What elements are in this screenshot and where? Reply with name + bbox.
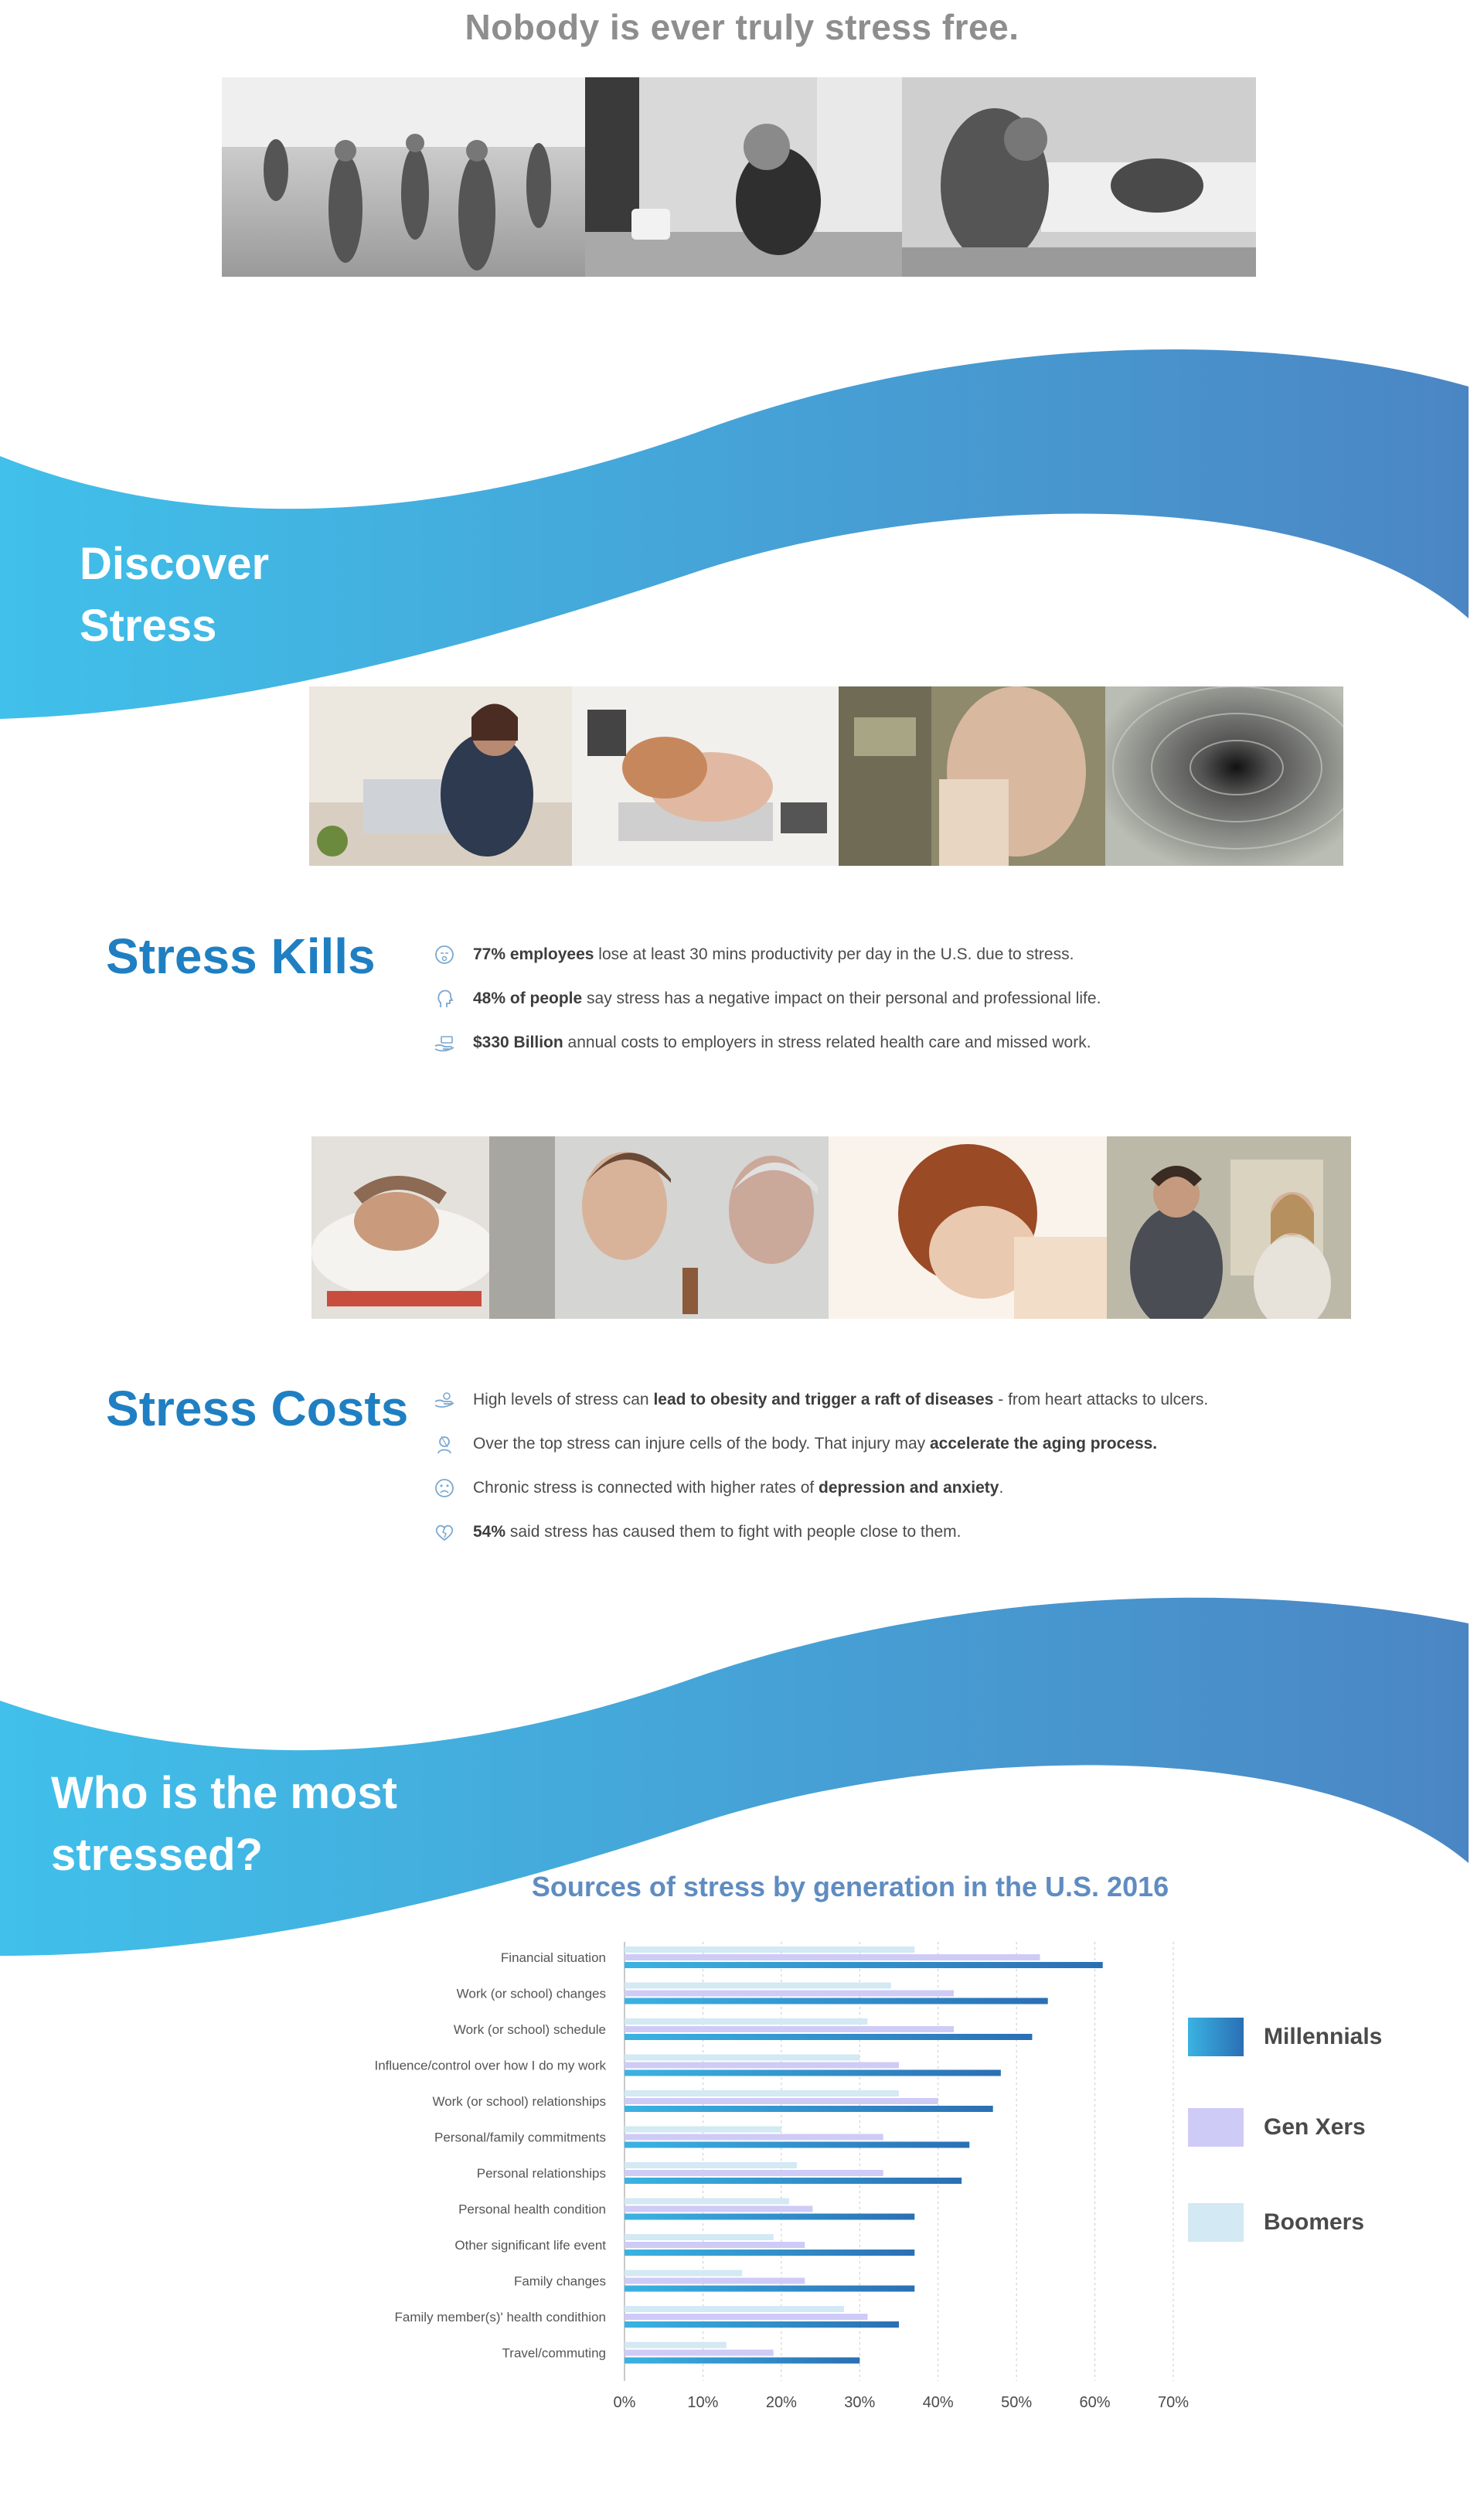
- fact-highlight: lead to obesity and trigger a raft of diseases: [653, 1390, 994, 1408]
- money-worry-photo: [839, 686, 1105, 866]
- bar-gen-xers: [625, 2350, 774, 2356]
- fact-highlight: 77% employees: [473, 945, 594, 963]
- fact-text: annual costs to employers in stress related health care and missed work.: [563, 1033, 1091, 1051]
- bar-millennials: [625, 2070, 1001, 2076]
- fact-item: [433, 932, 1360, 976]
- bar-boomers: [625, 1983, 891, 1989]
- bar-boomers: [625, 1947, 914, 1953]
- stress-costs-facts: [433, 1378, 1360, 1554]
- hand-icon: [433, 1388, 456, 1412]
- stress-kills-title: Stress Kills: [106, 928, 376, 984]
- home-stress-photo: [902, 77, 1256, 277]
- desk-headache-photo: [309, 686, 572, 866]
- bar-boomers: [625, 2090, 899, 2096]
- office-stress-photo: [585, 77, 902, 277]
- legend-swatch: [1188, 2018, 1244, 2056]
- bar-millennials: [625, 1962, 1103, 1968]
- legend-label: Millennials: [1264, 2024, 1383, 2049]
- fact-text: Chronic stress is connected with higher rates of: [473, 1478, 819, 1497]
- bar-millennials: [625, 2214, 914, 2220]
- bar-gen-xers: [625, 2026, 954, 2032]
- x-tick-label: 50%: [1001, 2394, 1033, 2411]
- fact-item: [433, 1422, 1360, 1466]
- legend-item-millennials: [1188, 2018, 1382, 2056]
- bar-gen-xers: [625, 2278, 805, 2284]
- fact-text: .: [999, 1478, 1004, 1497]
- fact-text: say stress has a negative impact on their personal and professional life.: [582, 989, 1101, 1007]
- x-tick-label: 40%: [922, 2394, 954, 2411]
- bar-boomers: [625, 2018, 867, 2025]
- money-vortex-photo: [1105, 686, 1343, 866]
- bar-boomers: [625, 2199, 789, 2205]
- legend-label: Boomers: [1264, 2209, 1365, 2235]
- category-label: Work (or school) relationships: [432, 2094, 606, 2109]
- bar-gen-xers: [625, 2314, 867, 2320]
- bar-millennials: [625, 2286, 914, 2292]
- category-label: Travel/commuting: [502, 2345, 606, 2361]
- bar-gen-xers: [625, 1991, 954, 1997]
- person-icon: [433, 1432, 456, 1456]
- bar-millennials: [625, 2178, 962, 2184]
- bar-gen-xers: [625, 2134, 883, 2141]
- sad-face-icon: [433, 1476, 456, 1500]
- category-label: Family member(s)' health condithion: [394, 2310, 606, 2325]
- category-label: Personal health condition: [458, 2202, 606, 2217]
- bar-millennials: [625, 2321, 899, 2328]
- sick-in-bed-photo: [311, 1136, 555, 1319]
- bar-gen-xers: [625, 1954, 1040, 1960]
- fact-highlight: $330 Billion: [473, 1033, 563, 1051]
- legend-item-boomers: [1188, 2203, 1364, 2242]
- page-title: Nobody is ever truly stress free.: [465, 7, 1019, 47]
- who-stressed-heading: Who is the most stressed?: [51, 1768, 397, 1880]
- discover-stress-heading: Discover Stress: [80, 539, 270, 651]
- bar-boomers: [625, 2270, 742, 2277]
- legend-item-genx: [1188, 2108, 1366, 2147]
- crowd-photo: [222, 77, 585, 277]
- stress-costs-title: Stress Costs: [106, 1381, 409, 1436]
- legend-swatch: [1188, 2203, 1244, 2242]
- bar-gen-xers: [625, 2206, 812, 2212]
- category-label: Work (or school) schedule: [453, 2022, 606, 2037]
- bar-boomers: [625, 2234, 774, 2240]
- fact-text: said stress has caused them to fight with people close to them.: [505, 1522, 962, 1541]
- bar-millennials: [625, 1998, 1048, 2004]
- x-tick-label: 10%: [687, 2394, 719, 2411]
- bar-millennials: [625, 2142, 969, 2148]
- stress-kills-facts: [433, 932, 1360, 1064]
- fact-text: High levels of stress can: [473, 1390, 654, 1408]
- bar-boomers: [625, 2127, 781, 2133]
- fact-highlight: accelerate the aging process.: [930, 1434, 1158, 1453]
- x-tick-label: 30%: [844, 2394, 876, 2411]
- bar-millennials: [625, 2106, 993, 2112]
- fact-text: Over the top stress can injure cells of the body. That injury may: [473, 1434, 930, 1453]
- category-label: Personal relationships: [476, 2166, 606, 2181]
- legend-swatch: [1188, 2108, 1244, 2147]
- chart-title: Sources of stress by generation in the U.S. 2016: [531, 1871, 1169, 1902]
- bar-boomers: [625, 2055, 859, 2061]
- bar-gen-xers: [625, 2170, 883, 2176]
- fact-text: lose at least 30 mins productivity per day in the U.S. due to stress.: [594, 945, 1074, 963]
- head-profile-icon: [433, 987, 456, 1010]
- x-tick-label: 70%: [1157, 2394, 1190, 2411]
- bar-millennials: [625, 2034, 1032, 2040]
- category-label: Personal/family commitments: [434, 2130, 606, 2145]
- fact-item: [433, 976, 1360, 1020]
- category-label: Family changes: [513, 2273, 606, 2289]
- category-label: Work (or school) changes: [456, 1986, 606, 2001]
- bar-gen-xers: [625, 2062, 899, 2069]
- bar-boomers: [625, 2162, 797, 2168]
- fact-item: [433, 1466, 1360, 1510]
- bar-gen-xers: [625, 2242, 805, 2248]
- asleep-on-keyboard-photo: [572, 686, 839, 866]
- arguing-couple-photo: [1107, 1136, 1351, 1319]
- fact-highlight: 48% of people: [473, 989, 583, 1007]
- category-label: Financial situation: [500, 1950, 606, 1965]
- money-hand-icon: [433, 1031, 456, 1054]
- x-tick-label: 0%: [613, 2394, 636, 2411]
- x-tick-label: 20%: [765, 2394, 797, 2411]
- fact-item: [433, 1510, 1360, 1554]
- fact-item: [433, 1020, 1360, 1064]
- broken-heart-icon: [433, 1521, 456, 1544]
- x-tick-label: 60%: [1079, 2394, 1111, 2411]
- bar-boomers: [625, 2306, 844, 2312]
- category-label: Influence/control over how I do my work: [374, 2058, 606, 2073]
- fact-highlight: depression and anxiety: [819, 1478, 999, 1497]
- bar-boomers: [625, 2342, 727, 2348]
- bar-gen-xers: [625, 2098, 938, 2104]
- distressed-woman-photo: [829, 1136, 1107, 1319]
- fact-item: [433, 1378, 1360, 1422]
- sleepy-face-icon: [433, 943, 456, 966]
- bar-millennials: [625, 2250, 914, 2256]
- fact-highlight: 54%: [473, 1522, 506, 1541]
- stress-bar-chart: [0, 1933, 1484, 2427]
- legend-label: Gen Xers: [1264, 2114, 1366, 2140]
- fact-text: - from heart attacks to ulcers.: [993, 1390, 1209, 1408]
- category-label: Other significant life event: [454, 2238, 606, 2253]
- bar-millennials: [625, 2358, 859, 2364]
- young-old-faces-photo: [555, 1136, 829, 1319]
